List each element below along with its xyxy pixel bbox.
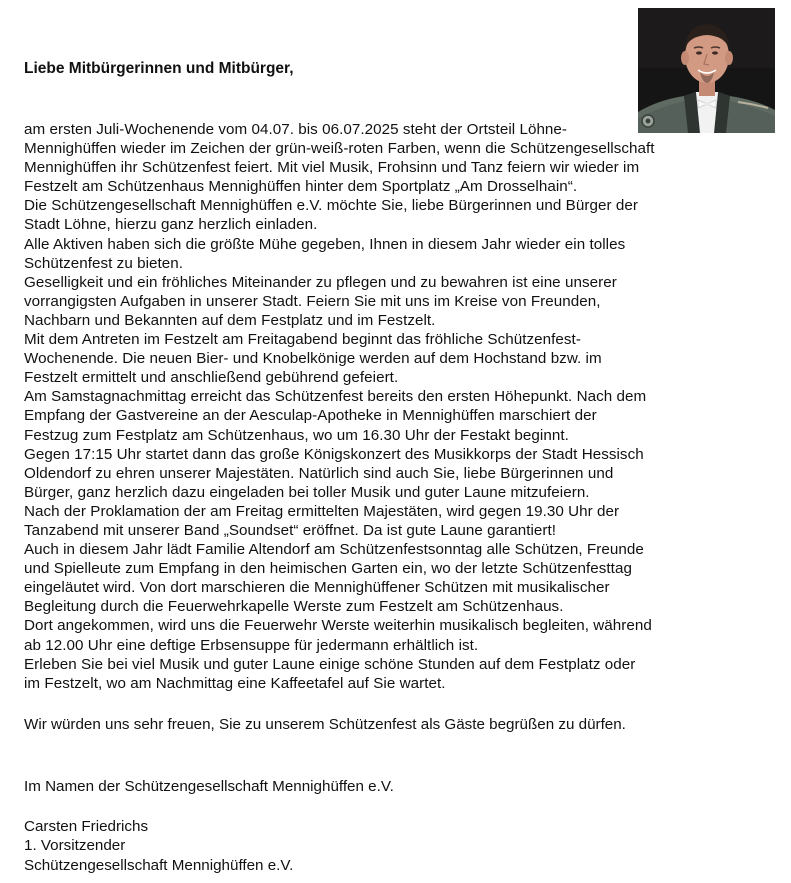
portrait-photo (638, 8, 775, 133)
letter-line: Oldendorf zu ehren unserer Majestäten. Natürlich sind auch Sie, liebe Bürgerinnen und (24, 464, 614, 482)
letter-line: Mit dem Antreten im Festzelt am Freitagabend beginnt das fröhliche Schützenfest- (24, 331, 581, 349)
letter-line: Empfang der Gastvereine an der Aesculap-Apotheke in Mennighüffen marschiert der (24, 407, 597, 425)
letter-line: Festzelt am Schützenhaus Mennighüffen hinter dem Sportplatz „Am Drosselhain“. (24, 178, 578, 196)
letter-line: Festzug zum Festplatz am Schützenhaus, wo um 16.30 Uhr der Festakt beginnt. (24, 426, 569, 444)
letter-line: Mennighüffen wieder im Zeichen der grün-weiß-roten Farben, wenn die Schützengesellschaft (24, 140, 655, 158)
letter-line: im Festzelt, wo am Nachmittag eine Kaffeetafel auf Sie wartet. (24, 674, 446, 692)
letter-line: Die Schützengesellschaft Mennighüffen e.V. möchte Sie, liebe Bürgerinnen und Bürger der (24, 197, 638, 215)
letter-line: Schützenfest zu bieten. (24, 254, 184, 272)
letter-line: Alle Aktiven haben sich die größte Mühe gegeben, Ihnen in diesem Jahr wieder ein tolles (24, 235, 626, 253)
signature-role: 1. Vorsitzender (24, 837, 126, 855)
letter-line: Begleitung durch die Feuerwehrkapelle Werste zum Festzelt am Schützenhaus. (24, 598, 564, 616)
signature-block (24, 817, 293, 875)
portrait-illustration (638, 8, 775, 133)
signature-organization: Schützengesellschaft Mennighüffen e.V. (24, 856, 294, 874)
letter-body (24, 120, 724, 693)
letter-line: und Spielleute zum Empfang in den heimischen Garten ein, wo der letzte Schützenfesttag (24, 560, 632, 578)
signature-name: Carsten Friedrichs (24, 818, 149, 835)
letter-closing: Wir würden uns sehr freuen, Sie zu unserem Schützenfest als Gäste begrüßen zu dürfen. (24, 716, 626, 733)
letter-line: Tanzabend mit unserer Band „Soundset“ eröffnet. Da ist gute Laune garantiert! (24, 521, 557, 539)
letter-line: Wochenende. Die neuen Bier- und Knobelkönige werden auf dem Hochstand bzw. im (24, 350, 602, 368)
letter-line: Gegen 17:15 Uhr startet dann das große Königskonzert des Musikkorps der Stadt Hessisch (24, 445, 644, 463)
letter-line: ab 12.00 Uhr eine deftige Erbsensuppe für jedermann erhältlich ist. (24, 636, 479, 654)
letter-line: Stadt Löhne, hierzu ganz herzlich einladen. (24, 216, 318, 234)
letter-line: Mennighüffen ihr Schützenfest feiert. Mit viel Musik, Frohsinn und Tanz feiern wir wieder im (24, 159, 640, 177)
letter-line: am ersten Juli-Wochenende vom 04.07. bis 06.07.2025 steht der Ortsteil Löhne- (24, 121, 568, 138)
letter-line: Erleben Sie bei viel Musik und guter Laune einige schöne Stunden auf dem Festplatz oder (24, 655, 636, 673)
letter-line: Geselligkeit und ein fröhliches Miteinander zu pflegen und zu bewahren ist eine unserer (24, 273, 617, 291)
letter-on-behalf: Im Namen der Schützengesellschaft Mennighüffen e.V. (24, 778, 394, 795)
letter-line: eingeläutet wird. Von dort marschieren die Mennighüffener Schützen mit musikalischer (24, 579, 610, 597)
letter-line: Festzelt ermittelt und anschließend gebührend gefeiert. (24, 369, 399, 387)
letter-greeting: Liebe Mitbürgerinnen und Mitbürger, (24, 60, 294, 77)
letter-line: Nachbarn und Bekannten auf dem Festplatz und im Festzelt. (24, 311, 436, 329)
letter-line: vorrangigsten Aufgaben in unserer Stadt. Feiern Sie mit uns im Kreise von Freunden, (24, 292, 601, 310)
letter-line: Auch in diesem Jahr lädt Familie Altendorf am Schützenfestsonntag alle Schützen, Freunde (24, 541, 644, 559)
letter-line: Dort angekommen, wird uns die Feuerwehr Werste weiterhin musikalisch begleiten, während (24, 617, 652, 635)
letter-line: Nach der Proklamation der am Freitag ermittelten Majestäten, wird gegen 19.30 Uhr der (24, 502, 620, 520)
letter-line: Am Samstagnachmittag erreicht das Schützenfest bereits den ersten Höhepunkt. Nach dem (24, 388, 647, 406)
letter-line: Bürger, ganz herzlich dazu eingeladen bei toller Musik und guter Laune mitzufeiern. (24, 483, 590, 501)
